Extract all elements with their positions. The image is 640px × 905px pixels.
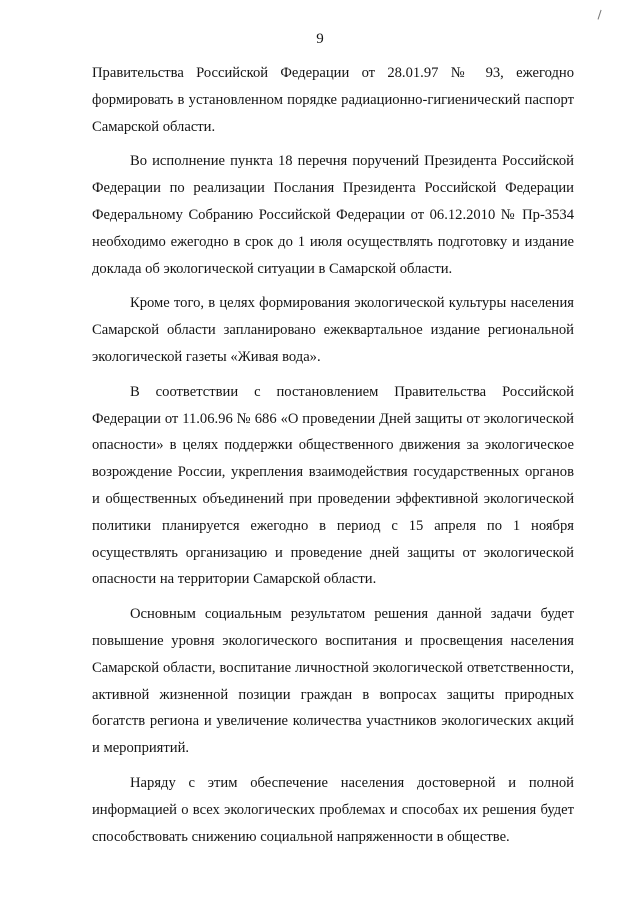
page-number: 9 [316,31,324,47]
paragraph-information: Наряду с этим обеспечение населения достоверной и полной информацией о всех экологических проблемах и способах их решения будет способствовать снижению социальной напряженности в обществе. [92,774,574,845]
paragraph-social-result: Основным социальным результатом решения данной задачи будет повышение уровня экологического воспитания и просвещения населения Самарской области, воспитание личностной экологической ответственности, активной жизненной позиции граждан в вопросах защиты природных богатств региона и увеличение количества участников экологических акций и мероприятий. [92,606,574,757]
corner-pen-mark [598,10,604,20]
paragraph-ecology-newspaper: Кроме того, в целях формирования экологической культуры населения Самарской области запланировано ежеквартальное издание региональной экологической газеты «Живая вода». [92,295,574,365]
document-body [92,60,574,850]
paragraph-continuation: Правительства Российской Федерации от 28.01.97 № 93, ежегодно формировать в установленном порядке радиационно-гигиенический паспорт Самарской области. [92,65,574,135]
paragraph-protection-days: В соответствии с постановлением Правительства Российской Федерации от 11.06.96 № 686 «О проведении Дней защиты от экологической опасности» в целях поддержки общественного движения за экологическое возрождение России, укрепления взаимодействия государственных органов и общественных объединений при проведении эффективной экологической политики планируется ежегодно в период с 15 апреля по 1 ноября осуществлять организацию и проведение дней защиты от экологической опасности на территории Самарской области. [92,383,574,588]
paragraph-ecology-report: Во исполнение пункта 18 перечня поручений Президента Российской Федерации по реализации Послания Президента Российской Федерации Федеральному Собранию Российской Федерации от 06.12.2010 № Пр-3534 необходимо ежегодно в срок до 1 июля осуществлять подготовку и издание доклада об экологической ситуации в Самарской области. [92,153,574,277]
